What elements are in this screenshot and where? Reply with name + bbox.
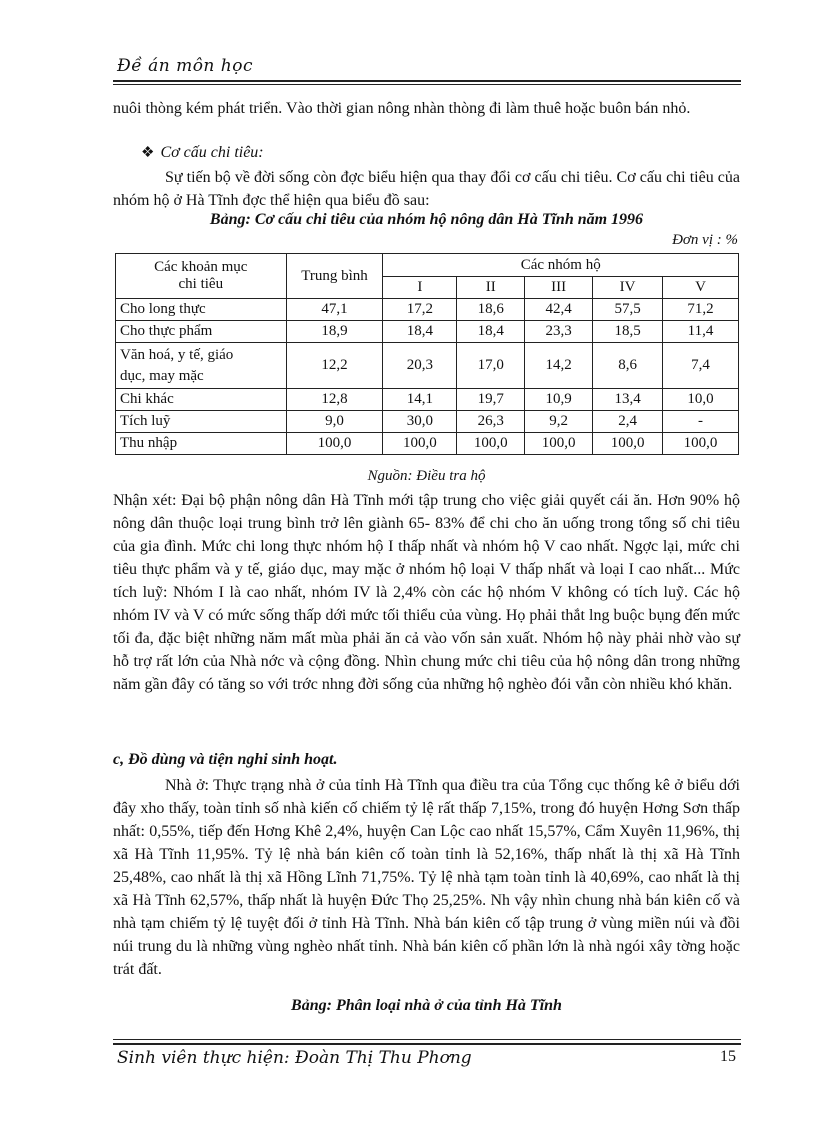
- table-row: Thu nhập 100,0 100,0 100,0 100,0 100,0 100,0: [116, 433, 739, 455]
- col-header-group-ii: II: [457, 277, 525, 299]
- header-rule-thin: [113, 84, 741, 85]
- table2-title: Bảng: Phân loại nhà ở của tỉnh Hà Tĩnh: [291, 997, 562, 1014]
- intro-paragraph: nuôi thòng kém phát triển. Vào thời gian nông nhàn thòng đi làm thuê hoặc buôn bán nhỏ.: [113, 100, 691, 117]
- table1-title: Bảng: Cơ cấu chi tiêu của nhóm hộ nông dân Hà Tĩnh năm 1996: [209, 211, 644, 228]
- col-header-average: Trung bình: [286, 254, 383, 299]
- col-header-group-iv: IV: [593, 277, 663, 299]
- col-header-group-iii: III: [525, 277, 593, 299]
- bullet-heading: [141, 143, 264, 162]
- table-row: Văn hoá, y tế, giáo dục, may mặc 12,2 20,3 17,0 14,2 8,6 7,4: [116, 343, 739, 389]
- table-row: Chi khác 12,8 14,1 19,7 10,9 13,4 10,0: [116, 389, 739, 411]
- table-row: Cho thực phẩm 18,9 18,4 18,4 23,3 18,5 11,4: [116, 321, 739, 343]
- col-header-group-v: V: [663, 277, 739, 299]
- diamond-bullet-icon: ❖: [141, 145, 155, 161]
- footer-rule: [113, 1043, 741, 1045]
- header-rule: [113, 80, 741, 82]
- footer-student-name: Sinh viên thực hiện: Đoàn Thị Thu Phơng: [117, 1048, 472, 1068]
- table1-source: Nguồn: Điều tra hộ: [367, 468, 486, 484]
- header-title: Đề án môn học: [117, 56, 253, 76]
- page-number: 15: [720, 1048, 736, 1065]
- spending-table: [115, 253, 739, 455]
- col-header-item: Các khoản mục chi tiêu: [116, 254, 287, 299]
- section-c-heading: c, Đồ dùng và tiện nghi sinh hoạt.: [113, 751, 338, 768]
- comment-paragraph: Nhận xét: Đại bộ phận nông dân Hà Tĩnh mới tập trung cho việc giải quyết cái ăn. Hơn 90% hộ nông dân thuộc loại trung bình trở lên giành 65- 83% để chi cho ăn uống trong tổng số chi tiêu của gia đình. Mức chi long thực nhóm hộ I thấp nhất và nhóm hộ V cao nhất. Ngợc lại, mức chi tiêu thực phẩm và y tế, giáo dục, may mặc ở nhóm hộ loại V thấp nhất và loại I cao nhất... Mức tích luỹ: Nhóm I là cao nhất, nhóm IV là 2,4% còn các hộ nhóm V không có tích luỹ. Các hộ nhóm IV và V có mức sống thấp dới mức tối thiểu của vùng. Họ phải thắt lng buộc bụng đến mức tối đa, đặc biệt những năm mất mùa phải ăn cả vào vốn sản xuất. Nhóm hộ này phải nhờ vào sự hỗ trợ rất lớn của Nhà nớc và cộng đồng. Nhìn chung mức chi tiêu của hộ nông dân trong những năm gần đây có tăng so với trớc nhng đời sống của những hộ nghèo đói vẫn còn nhiều khó khăn.: [113, 492, 740, 693]
- table-row: Tích luỹ 9,0 30,0 26,3 9,2 2,4 -: [116, 411, 739, 433]
- bullet-heading-text: Cơ cấu chi tiêu:: [160, 144, 264, 161]
- col-header-group-i: I: [383, 277, 457, 299]
- housing-paragraph: Nhà ở: Thực trạng nhà ở của tỉnh Hà Tĩnh qua điều tra của Tổng cục thống kê ở biểu dới đây xho thấy, toàn tỉnh số nhà kiến cố chiếm tỷ lệ rất thấp 7,15%, trong đó huyện Hơng Sơn thấp nhất: 0,55%, tiếp đến Hơng Khê 2,4%, huyện Can Lộc cao nhất 15,57%, Cẩm Xuyên 11,96%, thị xã Hà Tĩnh 11,95%. Tỷ lệ nhà bán kiên cố toàn tỉnh là 52,16%, thấp nhất là thị xã Hà Tĩnh 25,48%, cao nhất là thị xã Hồng Lĩnh 71,75%. Tỷ lệ nhà tạm toàn tỉnh là 40,69%, cao nhất là thị xã Hà Tĩnh 62,57%, thấp nhất là huyện Đức Thọ 25,25%. Nh vậy nhìn chung nhà bán kiên cố và nhà tạm chiếm tỷ lệ tuyệt đối ở tỉnh Hà Tĩnh. Nhà bán kiên cố tập trung ở vùng miền núi và đồi núi trung du là những vùng nghèo nhất tỉnh. Nhà bán kiên cố phần lớn là nhà ngói xây tờng hoặc trát đất.: [113, 777, 740, 978]
- spending-paragraph: Sự tiến bộ về đời sống còn đợc biểu hiện qua thay đổi cơ cấu chi tiêu. Cơ cấu chi tiêu của nhóm hộ ở Hà Tĩnh đợc thể hiện qua biểu đồ sau:: [113, 169, 740, 209]
- table1-unit: Đơn vị : %: [672, 232, 738, 248]
- col-header-groups: Các nhóm hộ: [383, 254, 739, 277]
- footer-rule-thin: [113, 1039, 741, 1040]
- table-row: Cho long thực 47,1 17,2 18,6 42,4 57,5 71,2: [116, 299, 739, 321]
